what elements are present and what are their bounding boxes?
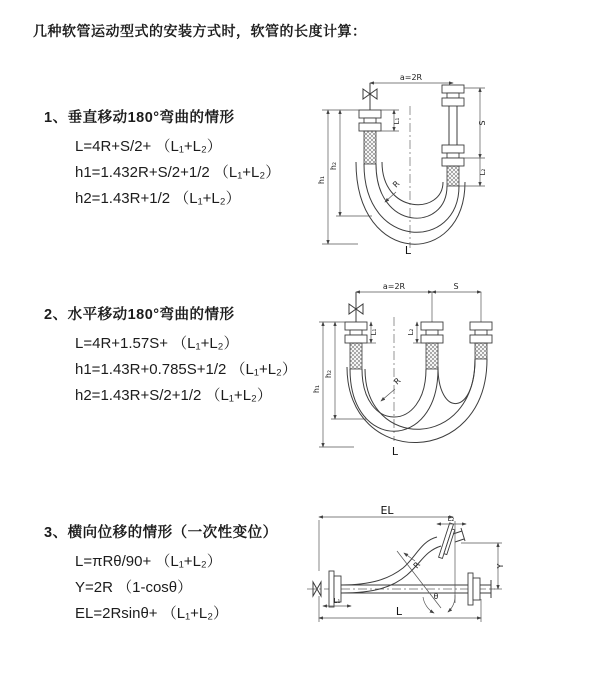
right-flange	[468, 573, 491, 605]
dimension-l1-label: L₁	[370, 328, 378, 336]
section-2-heading: 2、水平移动180°弯曲的情形	[44, 307, 235, 323]
hose-u-bend-positions	[347, 359, 487, 443]
radius-label: R	[392, 376, 403, 387]
right-pipe-fitting	[442, 85, 464, 186]
length-label: L	[391, 445, 399, 458]
section-1-heading: 1、垂直移动180°弯曲的情形	[44, 110, 235, 126]
valve-icon	[349, 292, 363, 322]
dimension-h2-label: h₂	[329, 161, 338, 171]
dimension-s-label: S	[478, 120, 487, 126]
section-lateral-displacement	[44, 521, 278, 627]
page-title: 几种软管运动型式的安装方式时，软管的长度计算：	[33, 23, 367, 39]
length-label: L	[404, 244, 412, 257]
radius-arrow	[385, 192, 396, 202]
valve-icon	[363, 83, 377, 110]
diagram-horizontal-180-bend	[309, 279, 596, 463]
radius-arrow	[381, 389, 395, 401]
radius-label: R	[391, 179, 402, 190]
formula-L: L=4R+S/2+ （L₁+L₂）	[75, 138, 222, 155]
formula-h1: h1=1.432R+S/2+1/2 （L₁+L₂）	[75, 164, 281, 181]
upper-flange	[439, 523, 457, 559]
dimension-l1-label: L₁	[333, 597, 341, 605]
angle-arc-right	[448, 595, 455, 612]
dimension-l2-label: L₂	[479, 168, 487, 176]
formula-h1: h1=1.43R+0.785S+1/2 （L₁+L₂）	[75, 361, 297, 378]
section-horizontal-movement	[44, 303, 297, 409]
right-pipe-fitting	[470, 322, 492, 359]
dimension-s-label: S	[453, 282, 459, 291]
dimension-l1-label: L₁	[393, 117, 401, 125]
formula-L: L=πRθ/90+ （L₁+L₂）	[75, 553, 222, 570]
section-3-heading: 3、横向位移的情形（一次性变位）	[44, 525, 278, 541]
dimension-l2-label: L₂	[407, 328, 415, 336]
formula-Y: Y=2R （1-cosθ）	[75, 579, 193, 596]
dimension-el-label: EL	[380, 504, 394, 517]
section-vertical-movement	[44, 106, 280, 212]
formula-EL: EL=2Rsinθ+ （L₁+L₂）	[75, 605, 229, 622]
middle-pipe-fitting	[421, 322, 443, 369]
angle-arc-left	[423, 597, 434, 613]
formula-L: L=4R+1.57S+ （L₁+L₂）	[75, 335, 239, 352]
left-pipe-fitting	[345, 322, 367, 369]
dimension-l-label: L	[395, 605, 403, 618]
formula-h2: h2=1.43R+S/2+1/2 （L₁+L₂）	[75, 387, 272, 404]
dimension-a2r-label: a=2R	[399, 73, 423, 82]
diagram-lateral-displacement	[303, 501, 595, 651]
dimension-l2-label: L₂	[447, 515, 455, 523]
angle-label: θ	[433, 592, 439, 601]
formula-h2: h2=1.43R+1/2 （L₁+L₂）	[75, 190, 241, 207]
dimension-h1-label: h₁	[312, 384, 321, 394]
dimension-h1-label: h₁	[317, 175, 326, 185]
left-pipe-fitting	[359, 110, 381, 164]
radius-label: R	[411, 560, 423, 571]
dimension-h2-label: h₂	[324, 369, 333, 379]
diagram-vertical-180-bend	[310, 70, 552, 260]
dimension-y-label: Y	[496, 563, 505, 569]
dimension-a2r-label: a=2R	[382, 282, 406, 291]
